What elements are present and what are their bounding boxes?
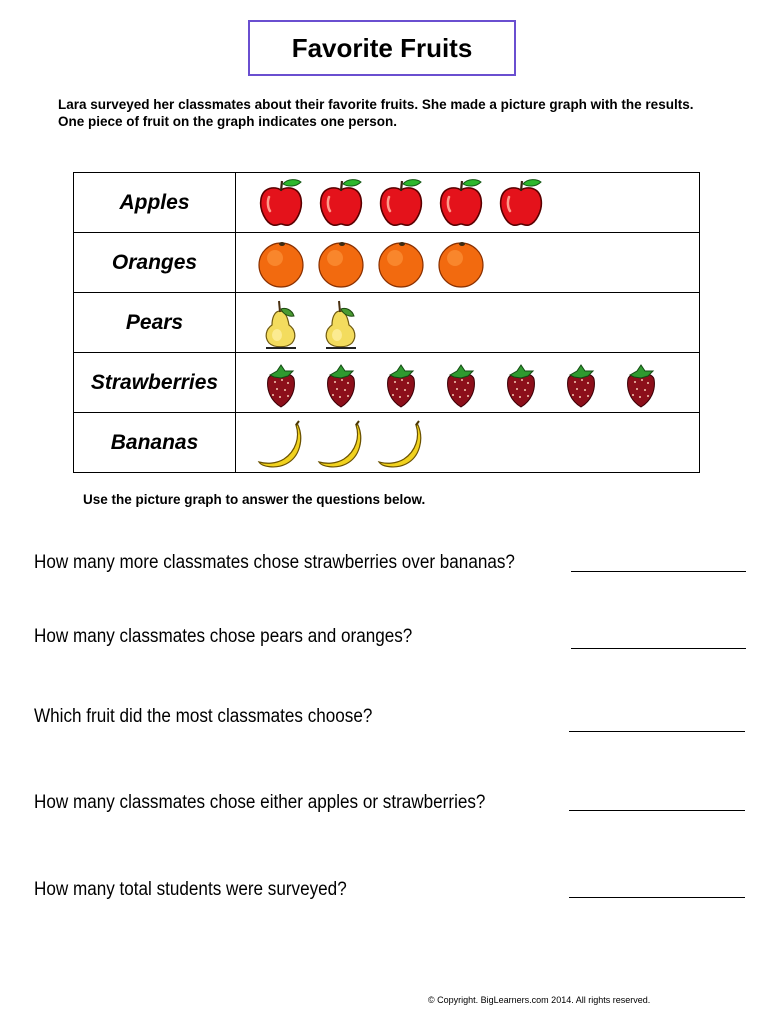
- title-box: [248, 20, 516, 76]
- banana-icon: [256, 417, 306, 469]
- graph-row-label: Oranges: [74, 233, 236, 293]
- strawberry-icon: [316, 357, 366, 409]
- graph-row-label: Strawberries: [74, 353, 236, 413]
- question-4: How many classmates chose either apples or strawberries?: [34, 792, 486, 813]
- pear-icon: [256, 297, 306, 349]
- graph-row-apples: [74, 173, 700, 233]
- orange-icon: [256, 237, 306, 289]
- graph-row-oranges: [74, 233, 700, 293]
- answer-line-5[interactable]: [569, 897, 745, 898]
- graph-row-strawberries: [74, 353, 700, 413]
- pear-icon: [316, 297, 366, 349]
- apple-icon: [376, 177, 426, 229]
- instructions-text: Use the picture graph to answer the questions below.: [83, 492, 426, 507]
- graph-row-icons: [236, 233, 700, 293]
- graph-row-label: Pears: [74, 293, 236, 353]
- answer-line-4[interactable]: [569, 810, 745, 811]
- apple-icon: [256, 177, 306, 229]
- orange-icon: [436, 237, 486, 289]
- banana-icon: [376, 417, 426, 469]
- graph-row-bananas: [74, 413, 700, 473]
- graph-row-icons: [236, 353, 700, 413]
- apple-icon: [316, 177, 366, 229]
- graph-row-pears: [74, 293, 700, 353]
- strawberry-icon: [496, 357, 546, 409]
- question-5: How many total students were surveyed?: [34, 879, 347, 900]
- answer-line-1[interactable]: [571, 571, 746, 572]
- orange-icon: [376, 237, 426, 289]
- strawberry-icon: [556, 357, 606, 409]
- copyright-text: © Copyright. BigLearners.com 2014. All rights reserved.: [428, 995, 651, 1005]
- intro-text: Lara surveyed her classmates about their favorite fruits. She made a picture graph with the results. One piece of fruit on the graph indicates one person.: [58, 97, 694, 129]
- strawberry-icon: [256, 357, 306, 409]
- picture-graph: [73, 172, 700, 473]
- strawberry-icon: [616, 357, 666, 409]
- banana-icon: [316, 417, 366, 469]
- answer-line-3[interactable]: [569, 731, 745, 732]
- graph-row-icons: [236, 293, 700, 353]
- question-3: Which fruit did the most classmates choose?: [34, 706, 373, 727]
- graph-row-icons: [236, 173, 700, 233]
- strawberry-icon: [376, 357, 426, 409]
- question-2: How many classmates chose pears and oranges?: [34, 626, 413, 647]
- apple-icon: [496, 177, 546, 229]
- graph-row-label: Bananas: [74, 413, 236, 473]
- graph-row-label: Apples: [74, 173, 236, 233]
- orange-icon: [316, 237, 366, 289]
- graph-row-icons: [236, 413, 700, 473]
- question-1: How many more classmates chose strawberries over bananas?: [34, 552, 515, 573]
- apple-icon: [436, 177, 486, 229]
- page-title: Favorite Fruits: [291, 32, 473, 63]
- strawberry-icon: [436, 357, 486, 409]
- answer-line-2[interactable]: [571, 648, 746, 649]
